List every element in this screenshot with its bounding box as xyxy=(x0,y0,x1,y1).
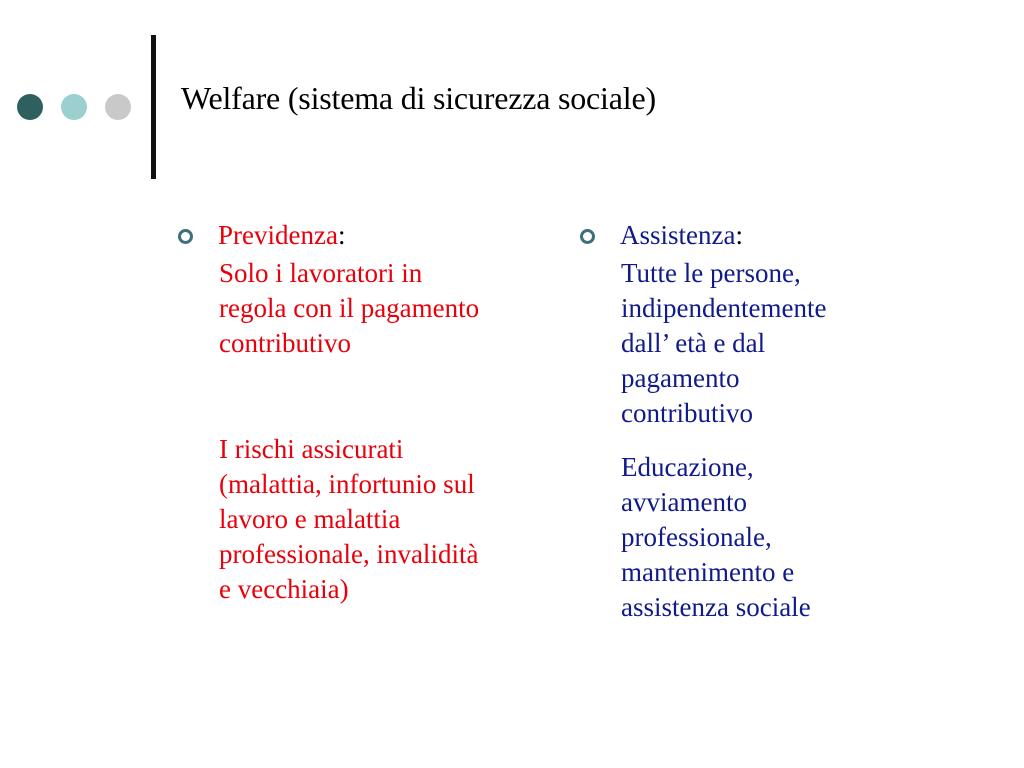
assistenza-bullet-row xyxy=(580,218,910,253)
previdenza-heading-colon: : xyxy=(337,220,346,250)
previdenza-column xyxy=(178,218,558,607)
previdenza-heading-text: Previdenza xyxy=(218,220,338,250)
bullet-icon xyxy=(580,229,595,244)
previdenza-paragraph-1: Solo i lavoratori in regola con il pagamento contributivo xyxy=(219,258,480,358)
assistenza-heading xyxy=(620,218,743,253)
bullet-icon xyxy=(178,229,193,244)
decorative-dot-dark xyxy=(17,94,43,120)
decorative-dot-light xyxy=(61,94,87,120)
previdenza-bullet-row xyxy=(178,218,558,253)
previdenza-heading xyxy=(218,218,345,253)
assistenza-paragraph-2: Educazione, avviamento professionale, mantenimento e assistenza sociale xyxy=(621,452,811,622)
title-divider-bar xyxy=(151,35,156,179)
assistenza-paragraph-1: Tutte le persone, indipendentemente dall’ età e dal pagamento contributivo xyxy=(621,258,827,428)
assistenza-heading-colon: : xyxy=(735,220,743,250)
assistenza-heading-text: Assistenza xyxy=(620,220,736,250)
assistenza-column xyxy=(580,218,910,625)
previdenza-paragraph-2: I rischi assicurati (malattia, infortunio sul lavoro e malattia professionale, invalidità e vecchiaia) xyxy=(219,434,479,604)
slide-title: Welfare (sistema di sicurezza sociale) xyxy=(181,80,656,116)
decorative-dot-grey xyxy=(105,94,131,120)
